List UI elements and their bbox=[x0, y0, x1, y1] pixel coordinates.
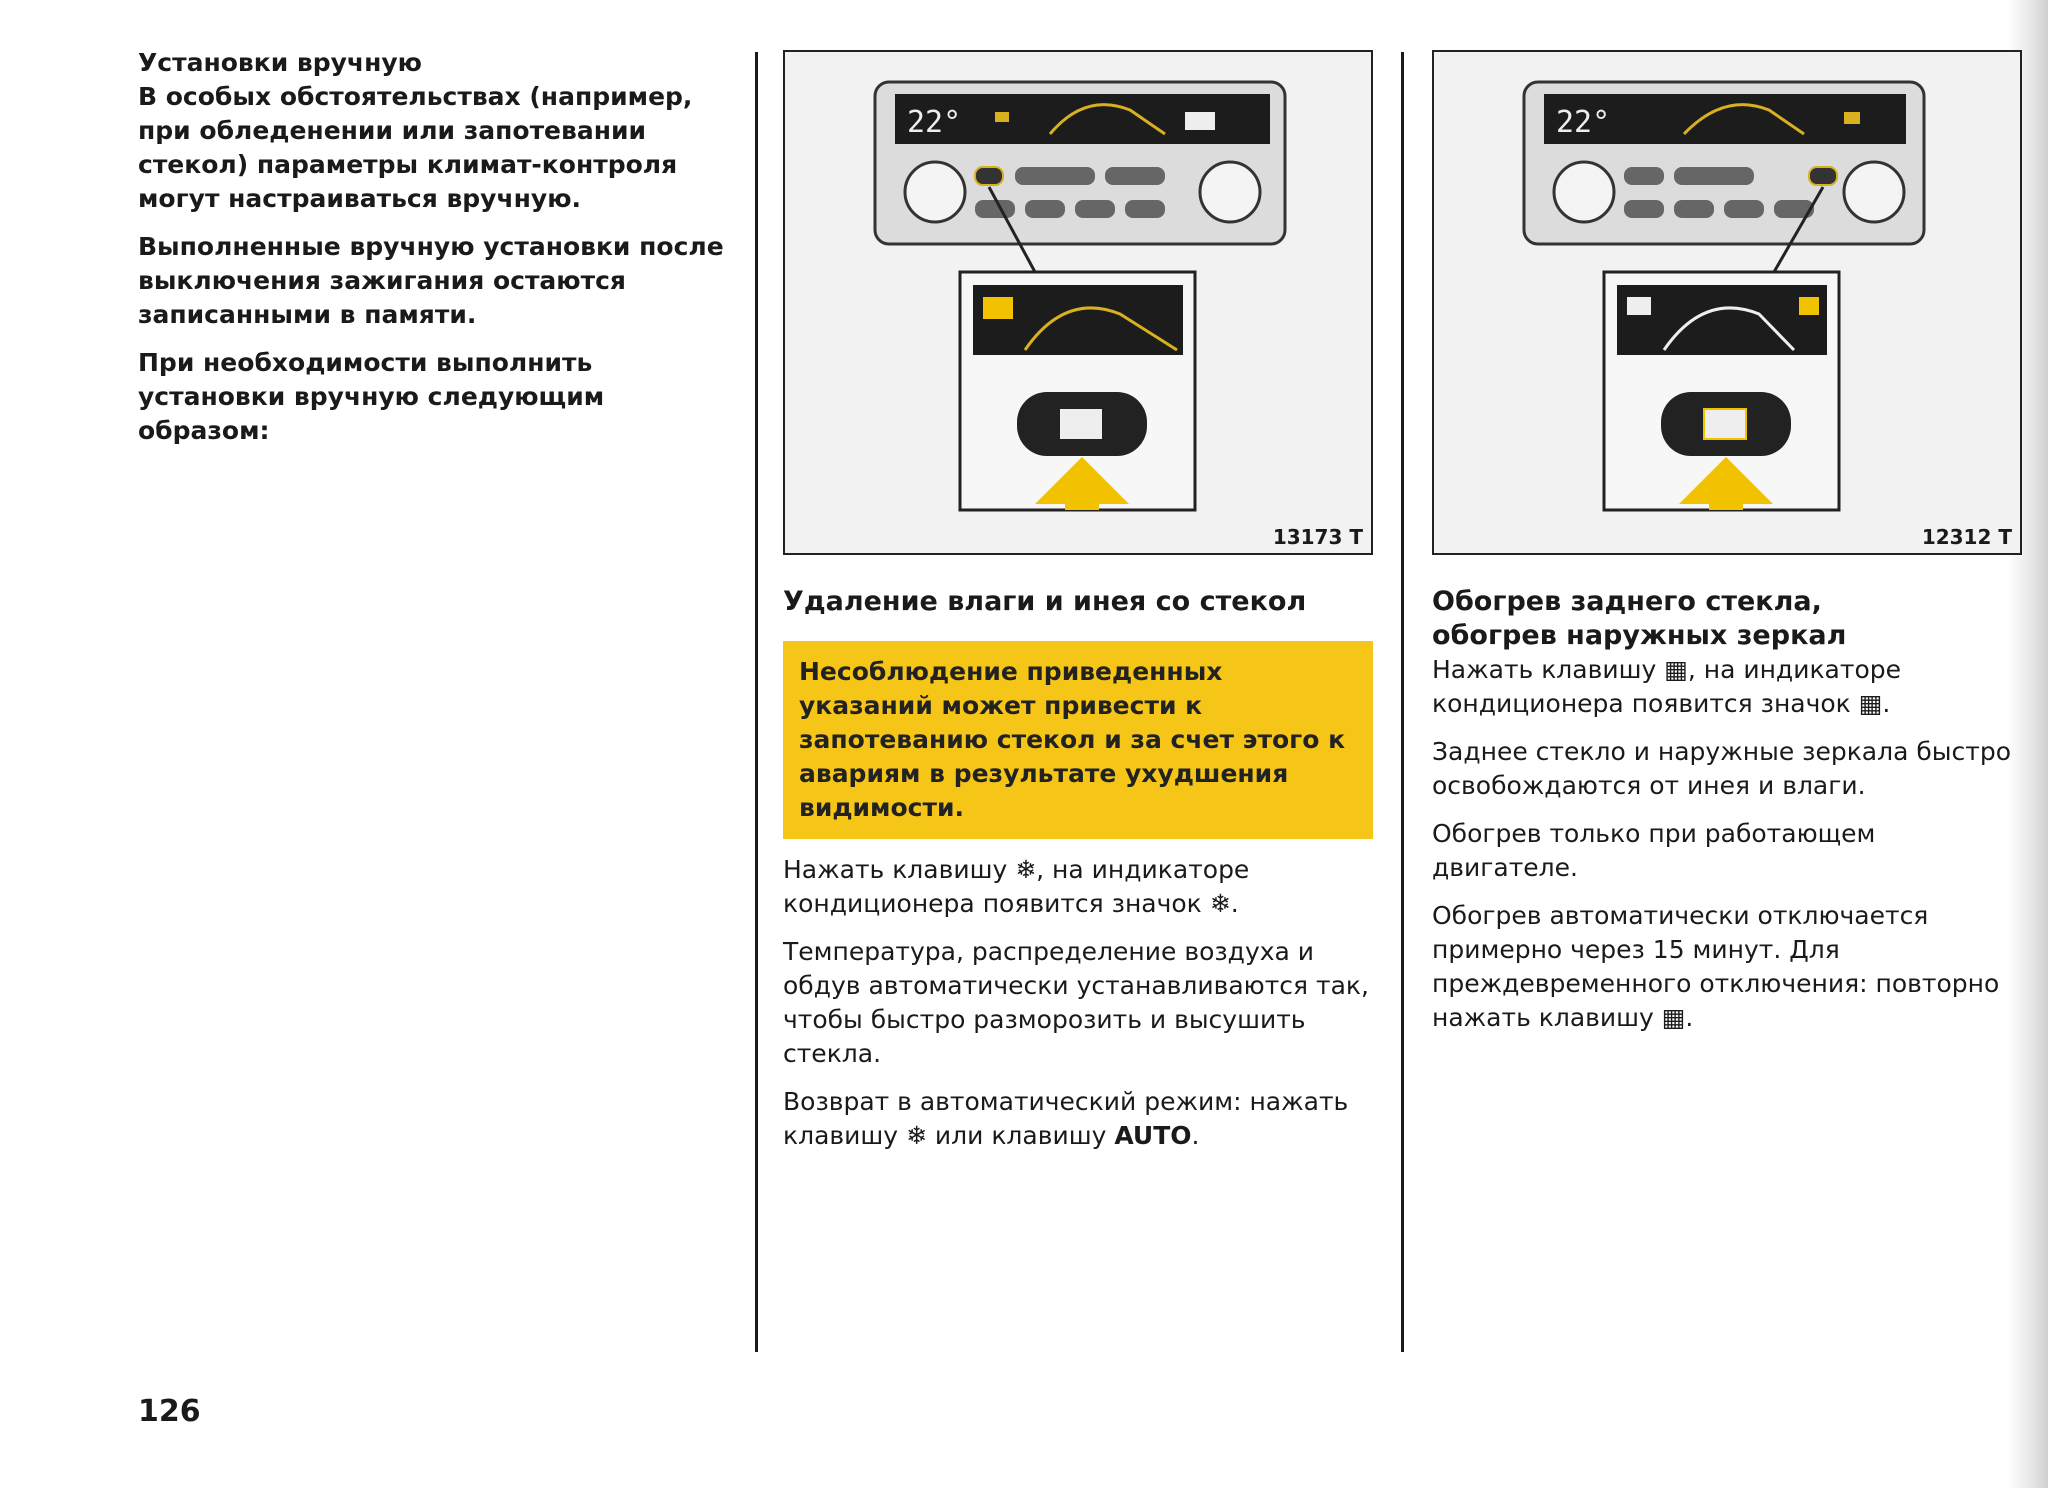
column-divider bbox=[755, 52, 758, 1352]
paragraph: При необходимости выполнить установки вручную следующим образом: bbox=[138, 348, 605, 445]
front-defrost-icon: ❄ bbox=[906, 1121, 927, 1150]
front-defrost-icon: ❄ bbox=[1209, 889, 1231, 918]
auto-key-label: AUTO bbox=[1114, 1121, 1192, 1150]
display-temperature: 22° bbox=[907, 105, 962, 140]
paragraph: Обогрев только при работающем двигателе. bbox=[1432, 819, 1876, 882]
rear-defrost-icon: ▦ bbox=[1664, 655, 1688, 684]
warning-text: Несоблюдение приведенных указаний может привести к запотеванию стекол и за счет этого к авариям в результате ухудшения видимости. bbox=[799, 657, 1346, 822]
figure-code: 12312 T bbox=[1921, 525, 2012, 549]
paragraph: Нажать клавишу ▦, на индикаторе кондиционера появится значок ▦. bbox=[1432, 653, 2012, 721]
page-number: 126 bbox=[138, 1394, 201, 1429]
paragraph: Возврат в автоматический режим: нажать клавишу ❄ или клавишу AUTO. bbox=[783, 1085, 1373, 1153]
paragraph: Заднее стекло и наружные зеркала быстро освобождаются от инея и влаги. bbox=[1432, 737, 2011, 800]
column-divider bbox=[1401, 52, 1404, 1352]
rear-defrost-section-title: Обогрев заднего стекла, обогрев наружных зеркал bbox=[1432, 586, 1847, 651]
climate-panel-figure-rear-defrost bbox=[1432, 50, 2022, 555]
rear-defrost-icon: ▦ bbox=[1858, 689, 1883, 718]
column-manual-settings bbox=[138, 46, 728, 462]
climate-panel-figure-front-defrost bbox=[783, 50, 1373, 555]
warning-box bbox=[783, 641, 1373, 839]
column-rear-defrost bbox=[1432, 50, 2012, 1049]
manual-settings-heading: Установки вручную bbox=[138, 48, 422, 77]
climate-panel-illustration bbox=[1434, 52, 2014, 555]
display-temperature: 22° bbox=[1556, 105, 1611, 140]
front-defrost-icon: ❄ bbox=[1015, 855, 1037, 884]
paragraph: Обогрев автоматически отключается примерно через 15 минут. Для преждевременного отключения: повторно нажать клавишу ▦. bbox=[1432, 899, 2012, 1035]
paragraph: Выполненные вручную установки после выключения зажигания остаются записанными в памяти. bbox=[138, 232, 724, 329]
figure-code: 13173 T bbox=[1272, 525, 1363, 549]
paragraph: Нажать клавишу ❄, на индикаторе кондиционера появится значок ❄. bbox=[783, 853, 1373, 921]
rear-defrost-icon: ▦ bbox=[1661, 1003, 1686, 1032]
column-defrost bbox=[783, 50, 1373, 1167]
paragraph: Температура, распределение воздуха и обдув автоматически устанавливаются так, чтобы быстро разморозить и высушить стекла. bbox=[783, 937, 1369, 1068]
defrost-section-title: Удаление влаги и инея со стекол bbox=[783, 586, 1307, 617]
climate-panel-illustration bbox=[785, 52, 1373, 555]
paragraph: В особых обстоятельствах (например, при обледенении или запотевании стекол) параметры климат-контроля могут настраиваться вручную. bbox=[138, 82, 693, 213]
